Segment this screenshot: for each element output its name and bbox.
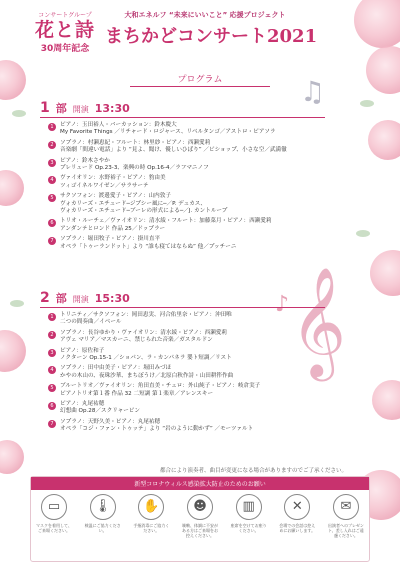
program-heading: プログラム: [130, 72, 270, 87]
header: [105, 10, 318, 48]
covid-notice-title: 新型コロナウィルス感染拡大防止のためのお願い: [31, 477, 369, 490]
repertoire-line: ノクターン Op.15-1 ／ショパン、ラ・カンパネラ 嬰ト短調／リスト: [60, 355, 232, 362]
performers-line: ピアノ：丸尾祐穂: [60, 401, 105, 408]
item-text: [60, 175, 166, 190]
repertoire-line: プレリュード Op.23-3、楽興の時 Op.16-4／ラフマニノフ: [60, 165, 209, 172]
item-text: [60, 193, 227, 215]
covid-icon-row: [31, 490, 369, 538]
item-text: [60, 330, 227, 345]
music-note-icon: ♪: [275, 292, 290, 317]
performers-line: ヴァイオリン：水野裕子・ピアノ：豹由美: [60, 175, 166, 182]
part1-program-list: [48, 122, 308, 254]
covid-guideline: [230, 494, 268, 538]
unwell-person-icon: ☻: [187, 494, 213, 520]
program-item: [48, 330, 308, 345]
program-item: [48, 348, 308, 363]
repertoire-line: My Favorite Things ／リチャード・ロジャース、リベルタンゴ／アストロ・ピアソラ: [60, 129, 276, 136]
repertoire-line: かやの木山の、夜珠沙華、まちぼうけ／北原白秋作詩・山田耕筰作曲: [60, 372, 234, 379]
program-item: [48, 419, 308, 434]
spaced-seating-icon: ▥: [236, 494, 262, 520]
guideline-caption: 咳嗽、体調に不安がある方はご来場をお控えください。: [181, 523, 218, 538]
item-text: [60, 140, 287, 155]
rose-icon: [0, 440, 24, 474]
item-number-badge: 7: [48, 237, 56, 245]
treble-clef-icon: 𝄞: [290, 267, 347, 377]
covid-guideline: [327, 494, 365, 538]
part-label: 部: [55, 292, 67, 305]
performers-line: ピアノ：鈴木さやか: [60, 157, 110, 164]
guideline-caption: 出演者へのプレゼント、差し入れはご遠慮ください。: [328, 523, 364, 538]
anniversary-label: 30周年記念: [40, 44, 90, 54]
performers-line: ソプラノ：長谷ゆかり・ヴァイオリン：清水綾・ピアノ：西瀬愛莉: [60, 329, 227, 336]
item-text: [60, 383, 260, 398]
start-label: 開演: [72, 105, 89, 114]
repertoire-line: ピアノトリオ第１番 作品 32 二短調 第１楽章／アレンスキー: [60, 390, 214, 397]
program-item: [48, 383, 308, 398]
covid-guideline: [84, 494, 122, 538]
start-label: 開演: [72, 295, 89, 304]
repertoire-line: 幻想曲 Op.28／スクリャービン: [60, 408, 140, 415]
covid-guideline: [181, 494, 219, 538]
repertoire-line: ツィゴイネルワイゼン／サラサーテ: [60, 182, 149, 189]
item-number-badge: 3: [48, 159, 56, 167]
mask-icon: ▭: [41, 494, 67, 520]
guideline-caption: マスクを着用して、ご来場ください。: [36, 523, 72, 533]
eighth-note-icon: ♫: [300, 75, 326, 108]
performers-line: ピアノ：玉田裕人・バーカッション：鈴木慶大: [60, 122, 177, 128]
repertoire-line: ヴォカリーズ・エチュード─ジプシー風に─／P. デュカス、: [60, 200, 207, 207]
start-time: 13:30: [94, 102, 130, 115]
repertoire-line: アンダンテとロンド 作品 25／ドップラー: [60, 225, 166, 232]
part-number: 2: [40, 290, 50, 306]
performers-line: ソプラノ：田中由美子・ピアノ：堀田みづほ: [60, 365, 172, 372]
no-gifts-icon: ✉: [333, 494, 359, 520]
performers-line: ソプラノ：村瀬恵紀・フルート：林里紗・ピアノ：西瀬愛莉: [60, 139, 211, 146]
item-number-badge: 5: [48, 384, 56, 392]
rose-icon: [0, 330, 26, 372]
rose-icon: [354, 0, 400, 48]
leaf-icon: [356, 230, 370, 237]
item-number-badge: 4: [48, 366, 56, 374]
part2-program-list: [48, 312, 308, 437]
program-item: [48, 312, 308, 327]
repertoire-line: オペラ「コジ・ファン・トゥッテ」より “岩のように動かず” ／モーツァルト: [60, 426, 254, 433]
item-number-badge: 6: [48, 219, 56, 227]
hand-sanitizer-icon: ✋: [138, 494, 164, 520]
page-title: まちかどコンサート2021: [105, 26, 318, 47]
repertoire-line: オペラ「トゥーランドット」より “誰も寝てはならぬ” 他／プッチーニ: [60, 243, 237, 250]
start-time: 15:30: [94, 292, 130, 305]
program-item: [48, 158, 308, 173]
repertoire-line: 音楽劇「間違い電話」より “見よ、聞け、優しいひばり” ／ビショップ、小さな空／武満徹: [60, 147, 287, 154]
rose-icon: [0, 170, 24, 206]
program-item: [48, 236, 308, 251]
program-item: [48, 365, 308, 380]
leaf-icon: [360, 100, 374, 107]
program-item: [48, 175, 308, 190]
no-talking-icon: ✕: [284, 494, 310, 520]
logo-name: 花と詩: [34, 19, 95, 41]
guideline-caption: 会場での会話は控えめにお願いします。: [279, 523, 316, 533]
part-label: 部: [55, 102, 67, 115]
item-number-badge: 3: [48, 349, 56, 357]
item-text: [60, 312, 232, 327]
item-text: [60, 122, 276, 137]
part-number: 1: [40, 100, 50, 116]
part1-heading: [40, 100, 130, 116]
program-item: [48, 193, 308, 215]
part2-heading: [40, 290, 130, 306]
item-number-badge: 1: [48, 123, 56, 131]
thermometer-icon: 🌡: [90, 494, 116, 520]
repertoire-line: ヴォカリーズ・エチュード─ブーレの形式による─／J. カントループ: [60, 208, 228, 215]
performers-line: ソプラノ：天野久美・ピアノ：丸尾祐穂: [60, 418, 161, 425]
performers-line: トリオ・ルーチェ／ヴァイオリン：清水綾・フルート：加藤菜月・ピアノ：西瀬愛莉: [60, 218, 272, 225]
item-number-badge: 1: [48, 313, 56, 321]
item-number-badge: 5: [48, 194, 56, 202]
program-item: [48, 401, 308, 416]
guideline-caption: 手指消毒にご協力ください。: [133, 523, 170, 533]
item-text: [60, 401, 140, 416]
repertoire-line: 二つの間奏曲／イベール: [60, 319, 122, 326]
rose-icon: [0, 60, 26, 100]
rose-icon: [366, 46, 400, 94]
part2-divider: [40, 307, 325, 308]
rose-icon: [368, 120, 400, 160]
item-number-badge: 2: [48, 331, 56, 339]
performers-line: ソプラノ：堀田牧子・ピアノ：掛川直平: [60, 236, 161, 243]
item-number-badge: 4: [48, 176, 56, 184]
item-text: [60, 236, 236, 251]
repertoire-line: アヴェ マリア／マスカーニ、禁じられた音楽／ガスタルドン: [60, 337, 213, 344]
item-text: [60, 419, 253, 434]
guideline-caption: 座席を空けてお座りください。: [230, 523, 267, 533]
performers-line: ブルートリオ／ヴァイオリン：角田直美・チェロ：外山純子・ピアノ：岐倉実子: [60, 383, 261, 390]
covid-guideline: [278, 494, 316, 538]
covid-guideline: [132, 494, 170, 538]
sponsor-line: 大和エネルフ “未来にいいこと” 応援プロジェクト: [124, 11, 286, 19]
program-item: [48, 218, 308, 233]
item-number-badge: 2: [48, 141, 56, 149]
performers-line: トリニティ／サクソフォン：岡田恵実、河合佑里奈・ピアノ：沖田唯: [60, 312, 232, 318]
change-notice: 都合により演奏者、曲目が変更になる場合がありますのでご了承ください。: [160, 468, 348, 474]
program-item: [48, 122, 308, 137]
leaf-icon: [12, 110, 26, 117]
covid-notice-box: [30, 476, 370, 562]
leaf-icon: [10, 300, 24, 307]
item-text: [60, 348, 232, 363]
item-text: [60, 158, 209, 173]
item-number-badge: 6: [48, 402, 56, 410]
rose-icon: [370, 250, 400, 296]
item-text: [60, 218, 271, 233]
program-item: [48, 140, 308, 155]
group-logo: [30, 10, 100, 54]
rose-icon: [372, 380, 400, 420]
guideline-caption: 検温にご協力ください。: [84, 523, 121, 533]
item-number-badge: 7: [48, 420, 56, 428]
part1-divider: [40, 117, 325, 118]
performers-line: サクソフォン：渡邊愛子・ピアノ：山内敦子: [60, 193, 171, 200]
logo-subtitle: コンサートグループ: [38, 12, 92, 19]
item-text: [60, 365, 233, 380]
covid-guideline: [35, 494, 73, 538]
performers-line: ピアノ：原佐和子: [60, 347, 105, 354]
